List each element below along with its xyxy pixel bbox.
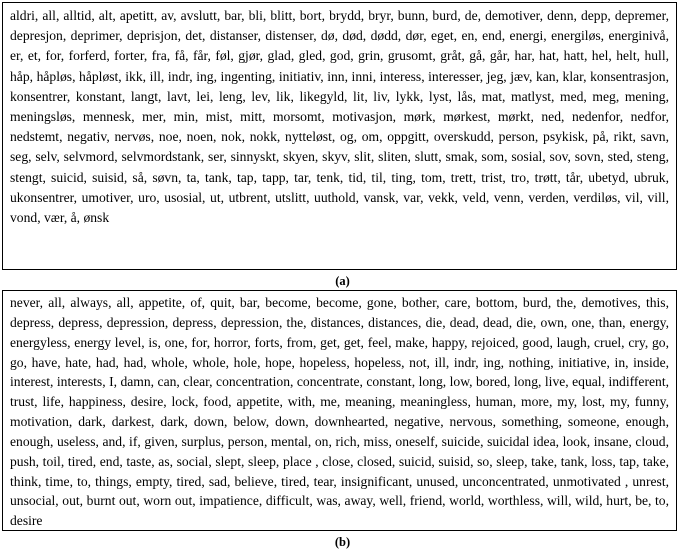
norwegian-word-list: aldri, all, alltid, alt, apetitt, av, avslutt, bar, bli, blitt, bort, brydd, bryr, bunn, burd, de, demotiver, denn, depp, depremer, depresjon, deprimer, deprisjon, det, distanser, distenser, dø, død, dødd, dør, eget, en, end, energi, energiløs, energinivå, er, et, for, forferd, forter, fra, få, får, føl, gjør, glad, gled, god, grin, grusomt, gråt, gå, går, har, hat, hatt, hel, helt, hull, håp, håpløs, håpløst, ikk, ill, indr, ing, ingenting, initiativ, inn, inni, interess, interesser, jeg, jæv, kan, klar, konsentrasjon, konsentrer, konstant, langt, lavt, lei, leng, lev, lik, likegyld, lit, liv, lykk, lyst, lås, mat, matlyst, med, meg, mening, meningsløs, mennesk, mer, min, mist, mitt, morsomt, motivasjon, mørk, mørkest, mørkt, ned, nedenfor, nedfor, nedstemt, negativ, nervøs, noe, noen, nok, nokk, nytteløst, og, om, oppgitt, overskudd, person, psykisk, på, rikt, savn, seg, selv, selvmord, selvmordstank, ser, sinnyskt, skyen, skyv, slit, sliten, slutt, smak, som, sosial, sov, sovn, sted, steng, stengt, suicid, suisid, så, søvn, ta, tank, tap, tapp, tar, tenk, tid, til, ting, tom, trett, trist, tro, trøtt, tår, ubetyd, ubruk, ukonsentrer, umotiver, uro, usosial, ut, utbrent, utslitt, uuthold, vansk, var, vekk, veld, venn, verden, verdiløs, vil, vill, vond, vær, å, ønsk bbox=[10, 8, 669, 226]
english-word-list-box bbox=[2, 290, 677, 531]
norwegian-word-list-box bbox=[2, 2, 677, 270]
english-word-list: never, all, always, all, appetite, of, quit, bar, become, become, gone, bother, care, bottom, burd, the, demotives, this, depress, depress, depression, depress, depression, the, distances, distances, die, dead, dead, die, own, one, than, energy, energyless, energy level, is, one, for, horror, forts, from, get, get, feel, make, happy, rejoiced, good, laugh, cruel, cry, go, go, have, hate, had, had, whole, whole, hole, hope, hopeless, hopeless, not, ill, indr, ing, nothing, initiative, in, inside, interest, interests, I, damn, can, clear, concentration, concentrate, constant, long, low, bored, long, live, equal, indifferent, trust, life, happiness, desire, lock, food, appetite, with, me, meaning, meaningless, human, more, my, lost, my, funny, motivation, dark, darkest, dark, down, below, down, downhearted, negative, nervous, something, someone, enough, enough, useless, and, if, given, surplus, person, mental, on, rich, miss, oneself, suicide, suicidal idea, look, insane, cloud, push, toil, tired, end, taste, as, social, slept, sleep, place , close, closed, suicid, suisid, so, sleep, take, tank, loss, tap, take, think, time, to, things, empty, tired, sad, believe, tired, tear, insignificant, unused, unconcentrated, unmotivated , unrest, unsocial, out, burnt out, worn out, impatience, difficult, was, away, well, friend, world, worthless, will, wild, hurt, be, to, desire bbox=[10, 295, 669, 529]
caption-b: (b) bbox=[334, 535, 351, 549]
caption-a: (a) bbox=[335, 274, 350, 288]
